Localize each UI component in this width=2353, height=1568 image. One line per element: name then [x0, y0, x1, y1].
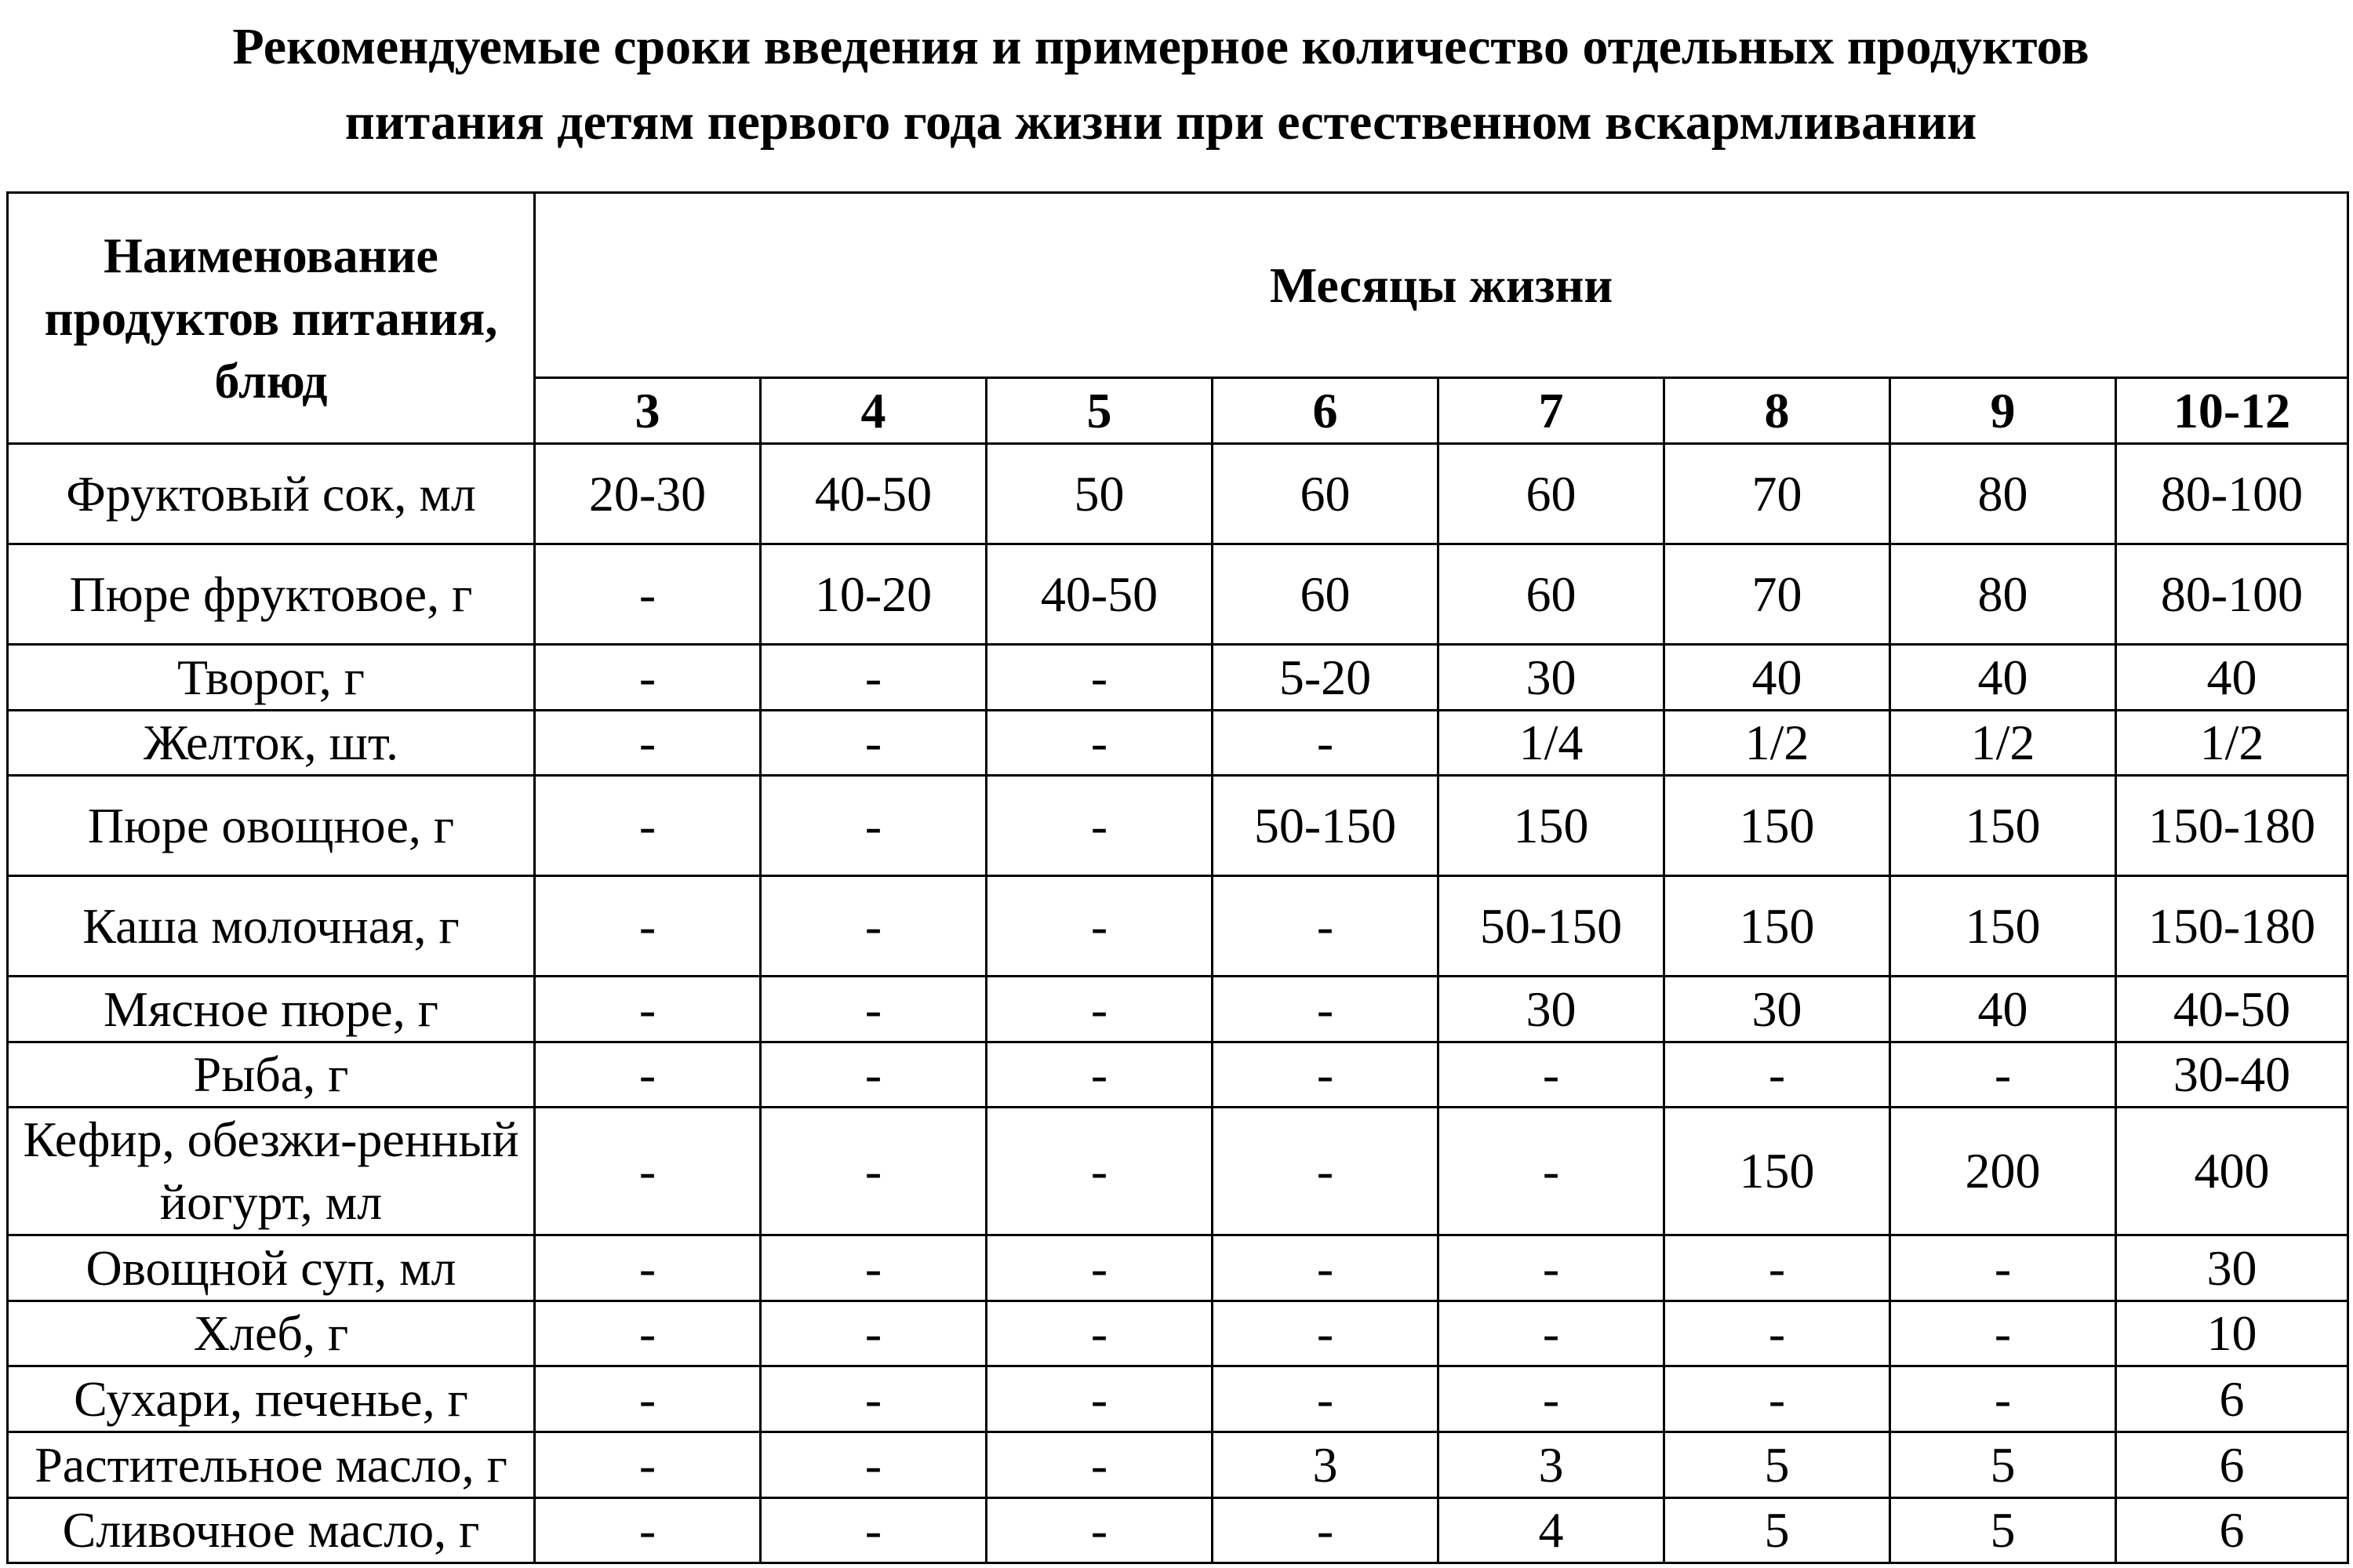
value-cell: 1/2 — [1664, 711, 1890, 776]
value-cell: - — [761, 1366, 987, 1432]
product-name-cell: Пюре фруктовое, г — [8, 544, 535, 645]
value-cell: 5 — [1664, 1498, 1890, 1563]
value-cell: - — [987, 1108, 1213, 1235]
value-cell: - — [987, 876, 1213, 977]
table-row — [8, 1235, 2348, 1301]
value-cell: 4 — [1438, 1498, 1664, 1563]
value-cell: 3 — [1438, 1432, 1664, 1498]
value-cell: 5 — [1890, 1498, 2116, 1563]
value-cell: 5 — [1890, 1432, 2116, 1498]
value-cell: - — [1213, 977, 1438, 1042]
value-cell: 150-180 — [2116, 876, 2348, 977]
value-cell: 1/2 — [2116, 711, 2348, 776]
value-cell: - — [535, 977, 761, 1042]
value-cell: 5-20 — [1213, 645, 1438, 711]
header-product-name: Наименование продуктов питания, блюд — [8, 193, 535, 444]
month-header: 8 — [1664, 378, 1890, 444]
value-cell: - — [1664, 1235, 1890, 1301]
table-row — [8, 544, 2348, 645]
table-row — [8, 776, 2348, 876]
value-cell: - — [987, 1498, 1213, 1563]
value-cell: - — [761, 1042, 987, 1108]
product-name-cell: Пюре овощное, г — [8, 776, 535, 876]
product-name-cell: Овощной суп, мл — [8, 1235, 535, 1301]
value-cell: 70 — [1664, 444, 1890, 544]
value-cell: 40-50 — [987, 544, 1213, 645]
value-cell: - — [761, 645, 987, 711]
value-cell: - — [535, 776, 761, 876]
value-cell: 1/4 — [1438, 711, 1664, 776]
value-cell: 3 — [1213, 1432, 1438, 1498]
value-cell: - — [987, 1432, 1213, 1498]
product-name-cell: Растительное масло, г — [8, 1432, 535, 1498]
table-row — [8, 977, 2348, 1042]
value-cell: - — [1213, 711, 1438, 776]
month-header: 7 — [1438, 378, 1664, 444]
value-cell: - — [1890, 1235, 2116, 1301]
value-cell: - — [1213, 876, 1438, 977]
value-cell: - — [1438, 1108, 1664, 1235]
value-cell: - — [761, 776, 987, 876]
value-cell: - — [1213, 1498, 1438, 1563]
value-cell: - — [987, 1235, 1213, 1301]
product-name-cell: Хлеб, г — [8, 1301, 535, 1366]
value-cell: - — [987, 1301, 1213, 1366]
value-cell: - — [535, 1432, 761, 1498]
value-cell: - — [535, 645, 761, 711]
product-name-cell: Сухари, печенье, г — [8, 1366, 535, 1432]
value-cell: 50 — [987, 444, 1213, 544]
product-name-cell: Мясное пюре, г — [8, 977, 535, 1042]
value-cell: 40 — [1664, 645, 1890, 711]
feeding-table — [6, 191, 2349, 1564]
value-cell: - — [1213, 1042, 1438, 1108]
value-cell: 30-40 — [2116, 1042, 2348, 1108]
value-cell: - — [1890, 1042, 2116, 1108]
table-row — [8, 1432, 2348, 1498]
value-cell: 80-100 — [2116, 444, 2348, 544]
value-cell: 6 — [2116, 1432, 2348, 1498]
table-row — [8, 1042, 2348, 1108]
value-cell: - — [1890, 1301, 2116, 1366]
value-cell: 40 — [1890, 645, 2116, 711]
month-header: 5 — [987, 378, 1213, 444]
value-cell: - — [535, 544, 761, 645]
value-cell: - — [987, 711, 1213, 776]
value-cell: - — [1213, 1235, 1438, 1301]
table-row — [8, 711, 2348, 776]
value-cell: - — [1438, 1301, 1664, 1366]
value-cell: - — [761, 1301, 987, 1366]
table-row — [8, 645, 2348, 711]
value-cell: 40 — [2116, 645, 2348, 711]
value-cell: 40-50 — [761, 444, 987, 544]
table-row — [8, 1108, 2348, 1235]
value-cell: - — [535, 1301, 761, 1366]
value-cell: - — [535, 1108, 761, 1235]
value-cell: 10 — [2116, 1301, 2348, 1366]
value-cell: - — [1438, 1042, 1664, 1108]
value-cell: - — [987, 776, 1213, 876]
value-cell: 150 — [1890, 776, 2116, 876]
value-cell: 60 — [1438, 444, 1664, 544]
value-cell: - — [1664, 1042, 1890, 1108]
title-line-2: питания детям первого года жизни при естественном вскармливании — [344, 93, 1977, 151]
value-cell: 50-150 — [1438, 876, 1664, 977]
value-cell: - — [761, 711, 987, 776]
product-name-cell: Кефир, обезжи-ренный йогурт, мл — [8, 1108, 535, 1235]
table-row — [8, 1301, 2348, 1366]
value-cell: 80 — [1890, 444, 2116, 544]
value-cell: 40 — [1890, 977, 2116, 1042]
value-cell: 30 — [1664, 977, 1890, 1042]
header-months: Месяцы жизни — [535, 193, 2348, 378]
product-name-cell: Желток, шт. — [8, 711, 535, 776]
product-name-cell: Фруктовый сок, мл — [8, 444, 535, 544]
value-cell: - — [761, 1498, 987, 1563]
value-cell: 60 — [1213, 544, 1438, 645]
value-cell: 40-50 — [2116, 977, 2348, 1042]
value-cell: - — [535, 1366, 761, 1432]
table-row — [8, 444, 2348, 544]
value-cell: 6 — [2116, 1366, 2348, 1432]
value-cell: - — [535, 1042, 761, 1108]
page-title — [0, 9, 2322, 160]
value-cell: - — [1213, 1108, 1438, 1235]
value-cell: 70 — [1664, 544, 1890, 645]
product-name-cell: Творог, г — [8, 645, 535, 711]
value-cell: - — [1438, 1366, 1664, 1432]
value-cell: - — [1438, 1235, 1664, 1301]
value-cell: - — [1890, 1366, 2116, 1432]
value-cell: 30 — [2116, 1235, 2348, 1301]
table-row — [8, 1498, 2348, 1563]
value-cell: - — [761, 1235, 987, 1301]
value-cell: 20-30 — [535, 444, 761, 544]
value-cell: - — [1664, 1301, 1890, 1366]
value-cell: - — [761, 876, 987, 977]
month-header: 10-12 — [2116, 378, 2348, 444]
month-header: 3 — [535, 378, 761, 444]
month-header: 6 — [1213, 378, 1438, 444]
value-cell: 400 — [2116, 1108, 2348, 1235]
value-cell: 150 — [1890, 876, 2116, 977]
value-cell: 60 — [1213, 444, 1438, 544]
value-cell: 150-180 — [2116, 776, 2348, 876]
value-cell: 80-100 — [2116, 544, 2348, 645]
value-cell: 150 — [1664, 876, 1890, 977]
value-cell: 1/2 — [1890, 711, 2116, 776]
value-cell: - — [761, 977, 987, 1042]
value-cell: - — [1213, 1301, 1438, 1366]
product-name-cell: Рыба, г — [8, 1042, 535, 1108]
table-row — [8, 1366, 2348, 1432]
value-cell: - — [1213, 1366, 1438, 1432]
value-cell: - — [1664, 1366, 1890, 1432]
value-cell: 50-150 — [1213, 776, 1438, 876]
value-cell: 60 — [1438, 544, 1664, 645]
value-cell: 5 — [1664, 1432, 1890, 1498]
value-cell: 150 — [1438, 776, 1664, 876]
value-cell: - — [535, 1498, 761, 1563]
value-cell: - — [761, 1432, 987, 1498]
value-cell: - — [535, 876, 761, 977]
table-row — [8, 876, 2348, 977]
title-line-1: Рекомендуемые сроки введения и примерное количество отдельных продуктов — [232, 18, 2089, 75]
value-cell: - — [987, 977, 1213, 1042]
value-cell: - — [987, 1042, 1213, 1108]
value-cell: - — [987, 645, 1213, 711]
product-name-cell: Каша молочная, г — [8, 876, 535, 977]
value-cell: 10-20 — [761, 544, 987, 645]
month-header: 4 — [761, 378, 987, 444]
value-cell: - — [987, 1366, 1213, 1432]
month-header: 9 — [1890, 378, 2116, 444]
value-cell: 30 — [1438, 645, 1664, 711]
value-cell: 80 — [1890, 544, 2116, 645]
value-cell: 150 — [1664, 1108, 1890, 1235]
value-cell: 6 — [2116, 1498, 2348, 1563]
value-cell: - — [535, 1235, 761, 1301]
value-cell: 30 — [1438, 977, 1664, 1042]
value-cell: 200 — [1890, 1108, 2116, 1235]
value-cell: - — [761, 1108, 987, 1235]
table-body — [8, 444, 2348, 1563]
product-name-cell: Сливочное масло, г — [8, 1498, 535, 1563]
value-cell: - — [535, 711, 761, 776]
value-cell: 150 — [1664, 776, 1890, 876]
